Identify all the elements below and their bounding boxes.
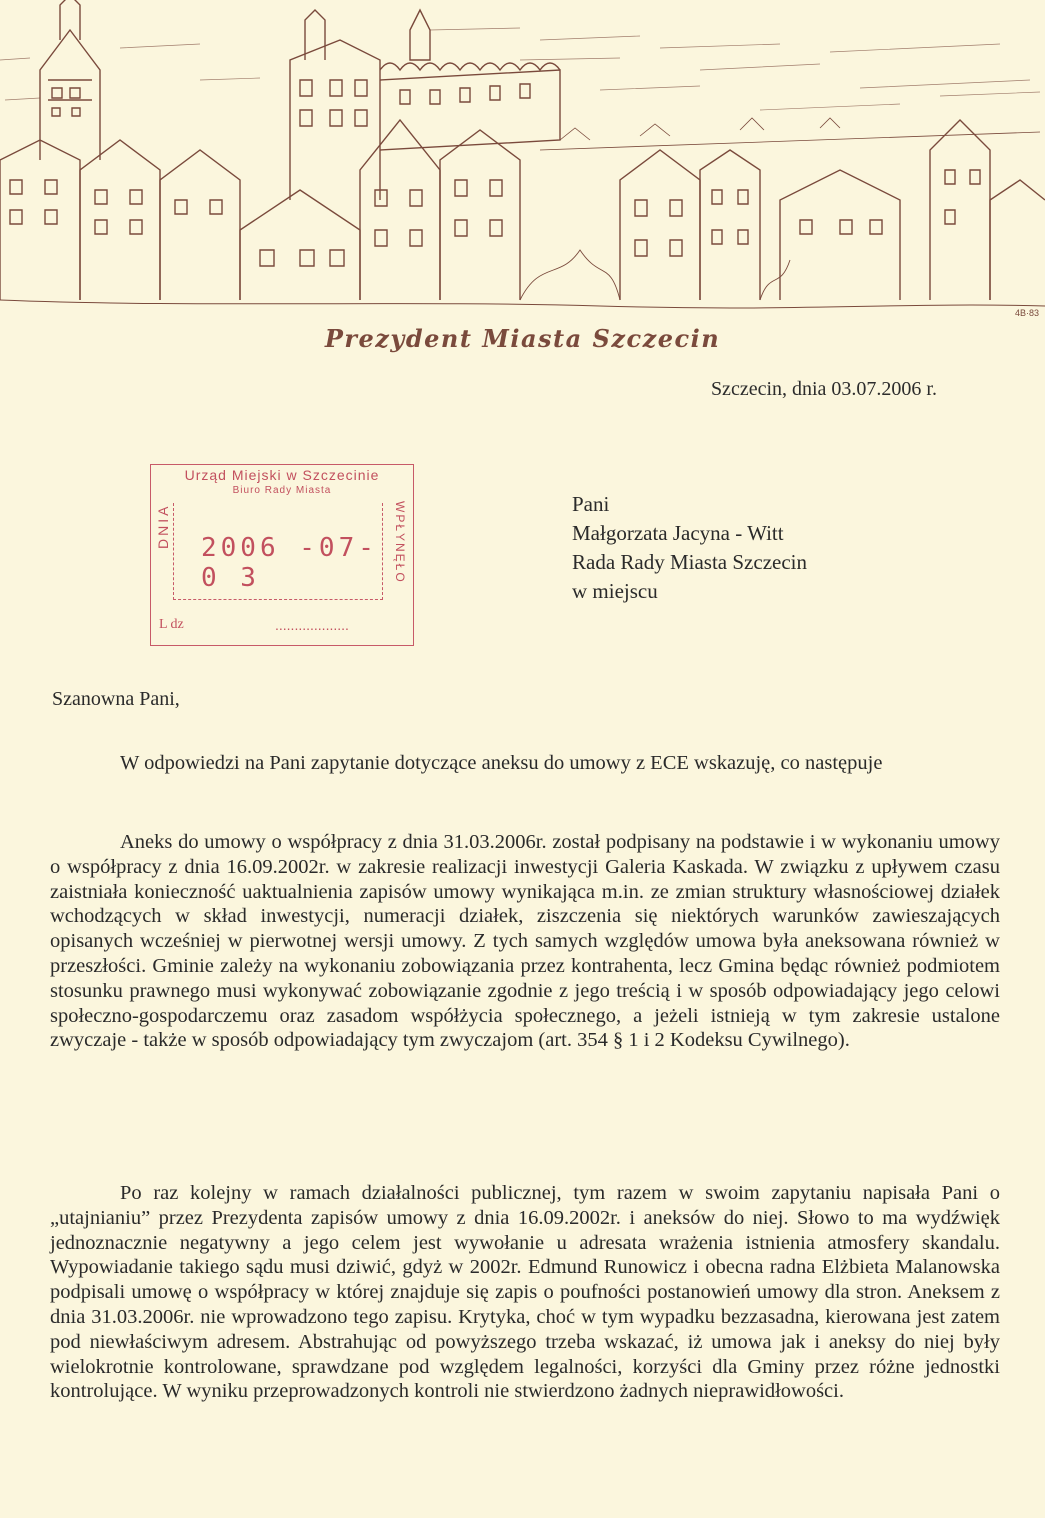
salutation: Szanowna Pani, bbox=[52, 688, 180, 710]
stamp-side-label-right: WPŁYNĘŁO bbox=[393, 501, 407, 584]
city-skyline-engraving bbox=[0, 0, 1045, 320]
stamp-department: Biuro Rady Miasta bbox=[232, 485, 332, 496]
paragraph-2: Aneks do umowy o współpracy z dnia 31.03.2006r. został podpisany na podstawie i w wykonaniu umowy o współpracy z dnia 16.09.2002r. w zakresie realizacji inwestycji Galeria Kaskada. W związku z upływem czasu zaistniała konieczność uaktualnienia zapisów umowy wynikająca m.in. ze zmian struktury własnościowej działek wchodzących w skład inwestycji, numeracji działek, ziszczenia się niektórych warunków zawieszających opisanych wcześniej w pierwotnej wersji umowy. Z tych samych względów umowa była aneksowana również w przeszłości. Gminie zależy na wykonaniu zobowiązania przez kontrahenta, lecz Gmina będąc również podmiotem stosunku prawnego musi wykonywać zobowiązanie zgodnie z jego treścią i w sposób odpowiadający jego celowi społeczno-gospodarczemu oraz zasadom współżycia społecznego, a jeżeli istnieją w tym zakresie ustalone zwyczaje - także w sposób odpowiadający tym zwyczajom (art. 354 § 1 i 2 Kodeksu Cywilnego). bbox=[50, 831, 1000, 1052]
registry-stamp bbox=[150, 464, 414, 646]
stamp-side-label-left: DNIA bbox=[155, 503, 171, 549]
stamp-ldz-value: ................... bbox=[275, 617, 349, 633]
stamp-office: Urząd Miejski w Szczecinie bbox=[184, 467, 380, 483]
letterhead-title: Prezydent Miasta Szczecin bbox=[324, 324, 721, 353]
letter-date: Szczecin, dnia 03.07.2006 r. bbox=[710, 378, 937, 400]
recipient-block bbox=[572, 490, 807, 606]
recipient-name: Małgorzata Jacyna - Witt bbox=[572, 521, 784, 545]
paragraph-1: W odpowiedzi na Pani zapytanie dotyczące aneksu do umowy z ECE wskazuję, co następuje bbox=[120, 752, 883, 774]
paragraph-3: Po raz kolejny w ramach działalności publicznej, tym razem w swoim zapytaniu napisała Pani o „utajnianiu” przez Prezydenta zapisów umowy z dnia 16.09.2002r. i aneksów do niej. Słowo to ma wydźwięk jednoznacznie negatywny a jego celem jest wywołanie u adresata wrażenia istnienia atmosfery skandalu. Wypowiadanie takiego sądu musi dziwić, gdyż w 2002r. Edmund Runowicz i obecna radna Elżbieta Malanowska podpisali umowę o współpracy w której znajduje się zapis o poufności postanowień umowy dla stron. Aneksem z dnia 31.03.2006r. nie wprowadzono tego zapisu. Krytyka, choć w tym wypadku bezzasadna, kierowana jest zatem pod niewłaściwym adresem. Abstrahując od powyższego trzeba wskazać, iż umowa jak i aneksy do niej były wielokrotnie kontrolowane, sprawdzane pod względem legalności, korzyści dla Gminy przez różne jednostki kontrolujące. W wyniku przeprowadzonych kontroli nie stwierdzono żadnych nieprawidłowości. bbox=[50, 1182, 1000, 1403]
stamp-ldz-label: L dz bbox=[159, 617, 184, 632]
recipient-line: Pani bbox=[572, 492, 610, 516]
recipient-position: Rada Rady Miasta Szczecin bbox=[572, 550, 807, 574]
recipient-location: w miejscu bbox=[572, 579, 658, 603]
stamp-date: 2006 -07- 0 3 bbox=[201, 533, 378, 593]
engraving-signature: 4B·83 bbox=[1015, 308, 1040, 318]
